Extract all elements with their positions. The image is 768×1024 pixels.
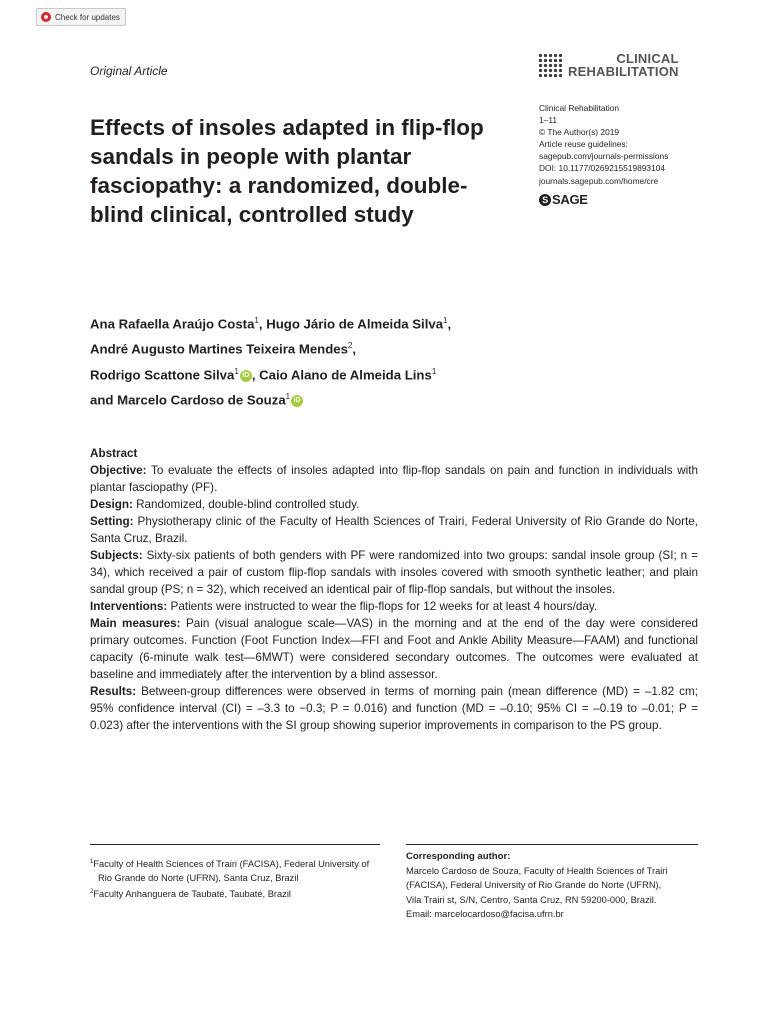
corresponding-line: (FACISA), Federal University of Rio Grande do Norte (UFRN), — [406, 880, 662, 891]
journal-meta-line: Article reuse guidelines: — [539, 139, 628, 150]
journal-name-line1: CLINICAL — [616, 51, 679, 66]
footnote-divider — [90, 844, 380, 845]
abstract-main-measures — [90, 615, 698, 683]
check-for-updates-badge[interactable] — [36, 8, 126, 26]
article-type: Original Article — [90, 64, 168, 78]
orcid-icon[interactable]: iD — [291, 395, 303, 407]
affiliation-item: $^1$Faculty of Health Sciences of Trairi (FACISA), Federal University of Rio Grande do Norte (UFRN), Santa Cruz, Brazil — [90, 859, 370, 884]
corresponding-heading: Corresponding author: — [406, 851, 511, 862]
affiliations — [90, 855, 380, 901]
abstract — [90, 445, 698, 734]
journal-homepage-link[interactable]: journals.sagepub.com/home/cre — [539, 175, 659, 186]
author-name: Rodrigo Scattone Silva — [90, 367, 235, 383]
abstract-objective — [90, 462, 698, 496]
section-text: Pain (visual analogue scale—VAS) in the morning and at the end of the day were considered primary outcomes. Function (Foot Function Index—FFI and Foot and Ankle Ability Measure—FAAM) and functional capacity (6-minute walk test—6MWT) were considered secondary outcomes. The outcomes were evaluated at baseline and immediately after the intervention by a blind assessor. — [90, 617, 698, 681]
section-text: Physiotherapy clinic of the Faculty of Health Sciences of Trairi, Federal University of Rio Grande do Norte, Santa Cruz, Brazil. — [90, 515, 698, 545]
section-label: Main measures: — [90, 617, 181, 630]
section-text: Randomized, double-blind controlled study. — [132, 498, 360, 511]
journal-meta — [539, 102, 668, 187]
author-name: and Marcelo Cardoso de Souza — [90, 392, 286, 408]
author-affiliation: 2 — [347, 341, 353, 351]
section-text: Patients were instructed to wear the flip-flops for 12 weeks for at least 4 hours/day. — [167, 600, 598, 613]
author-name: André Augusto Martines Teixeira Mendes — [90, 341, 348, 357]
corresponding-line: Vila Trairi st, S/N, Centro, Santa Cruz, RN 59200-000, Brazil. — [406, 894, 657, 905]
author-affiliation: 1 — [254, 316, 259, 325]
section-label: Design: — [90, 498, 133, 511]
section-label: Interventions: — [90, 600, 168, 613]
author-name: Ana Rafaella Araújo Costa — [90, 316, 255, 332]
section-text: Between-group differences were observed in terms of morning pain (mean difference (MD) = –1.82 cm; 95% confidence interval (CI) = –3.3 to −0.3; P = 0.016) and function (MD = –0.10; 95% CI = –0.19 to –0.01; P = 0.023) after the interventions with the SI group showing superior improvements in comparison to the PS group. — [90, 685, 698, 732]
permissions-link[interactable]: sagepub.com/journals-permissions — [539, 151, 669, 162]
abstract-results — [90, 683, 698, 734]
paper-title: Effects of insoles adapted in flip-flop sandals in people with plantar fasciopathy: a randomized, double-blind clinical, controlled study — [90, 115, 484, 227]
section-label: Objective: — [90, 464, 147, 477]
affiliation-item: $^2$Faculty Anhanguera de Taubaté, Taubaté, Brazil — [90, 889, 291, 900]
author-affiliation: 1 — [431, 366, 437, 376]
corresponding-author — [406, 850, 706, 921]
journal-name-line2: REHABILITATION — [568, 64, 679, 79]
abstract-heading: Abstract — [90, 447, 138, 460]
corresponding-line: Marcelo Cardoso de Souza, Faculty of Health Sciences of Trairi — [406, 866, 668, 877]
author-affiliation: 1 — [234, 366, 239, 376]
journal-logo — [538, 52, 679, 78]
author-name: Hugo Jário de Almeida Silva — [266, 316, 444, 332]
sage-logo — [539, 192, 588, 207]
crossmark-icon — [41, 12, 51, 22]
corresponding-divider — [406, 844, 698, 845]
dot-grid-icon — [538, 53, 562, 77]
section-label: Results: — [90, 685, 137, 698]
abstract-interventions — [90, 598, 698, 615]
journal-meta-line: © The Author(s) 2019 — [539, 127, 620, 138]
author-affiliation: 1 — [285, 392, 291, 402]
section-text: Sixty-six patients of both genders with PF were randomized into two groups: sandal insole group (SI; n = 34), which received a pair of custom flip-flop sandals with insoles covered with smooth synthetic leather; and plain sandal group (PS; n = 32), which received an identical pair of flip-flop sandals, but without the insoles. — [90, 549, 698, 596]
check-for-updates-label: Check for updates — [55, 12, 120, 22]
journal-meta-line: 1–11 — [539, 115, 558, 126]
abstract-subjects — [90, 547, 698, 598]
abstract-setting — [90, 513, 698, 547]
section-label: Subjects: — [90, 549, 143, 562]
section-label: Setting: — [90, 515, 134, 528]
sage-s-icon: S — [539, 194, 551, 206]
orcid-icon[interactable]: iD — [240, 370, 252, 382]
author-affiliation: 1 — [443, 316, 448, 325]
author-list: Ana Rafaella Araújo Costa$^1$, Hugo Jário de Almeida Silva$^1$, André Augusto Martines Teixeira Mendes$^2$, Rodrigo Scattone Silva$^1$ iD , Caio Alano de Almeida Lins$^1$ and Marcelo Cardoso de Souza$^1$ iD — [90, 316, 452, 408]
abstract-design — [90, 496, 698, 513]
corresponding-email[interactable]: Email: marcelocardoso@facisa.ufrn.br — [406, 908, 564, 919]
author-name: Caio Alano de Almeida Lins — [259, 367, 432, 383]
doi-line[interactable]: DOI: 10.1177/0269215519893104 — [539, 163, 666, 174]
sage-wordmark: SAGE — [552, 192, 588, 207]
journal-meta-line: Clinical Rehabilitation — [539, 103, 620, 113]
section-text: To evaluate the effects of insoles adapted into flip-flop sandals on pain and function in individuals with plantar fasciopathy (PF). — [90, 464, 698, 494]
